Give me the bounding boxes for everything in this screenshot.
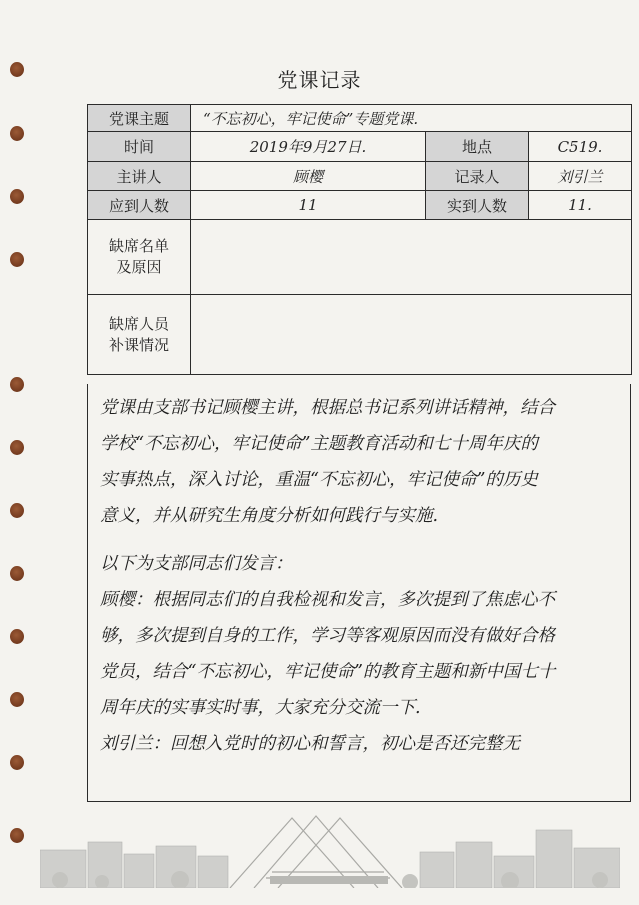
makeup-label <box>88 295 191 375</box>
note-line: 以下为支部同志们发言： <box>100 554 293 574</box>
binder-hole <box>10 440 24 455</box>
time-label: 时间 <box>88 132 191 162</box>
absent-list-label-line: 及原因 <box>116 258 162 276</box>
binder-hole <box>10 692 24 707</box>
actual-count-label: 实到人数 <box>426 191 529 220</box>
note-line: 顾樱：根据同志们的自我检视和发言，多次提到了焦虑心不 <box>100 590 555 610</box>
note-line: 够，多次提到自身的工作，学习等客观原因而没有做好合格 <box>100 626 555 646</box>
note-line: 周年庆的实事实时事，大家充分交流一下. <box>100 698 421 718</box>
binder-hole <box>10 377 24 392</box>
binder-hole <box>10 629 24 644</box>
notes-area <box>87 384 631 802</box>
absent-list-label <box>88 220 191 295</box>
table-row <box>88 132 632 162</box>
note-line: 意义，并从研究生角度分析如何践行与实施. <box>100 506 439 526</box>
note-line: 学校“不忘初心，牢记使命”主题教育活动和七十周年庆的 <box>100 434 538 454</box>
table-row <box>88 220 632 295</box>
absent-list-value <box>191 220 632 295</box>
actual-count-value: 11. <box>529 191 632 220</box>
note-line: 实事热点，深入讨论，重温“不忘初心，牢记使命”的历史 <box>100 470 538 490</box>
time-value: 2019年9月27日. <box>191 132 426 162</box>
table-row <box>88 162 632 191</box>
table-row <box>88 295 632 375</box>
campus-skyline-illustration <box>40 812 620 888</box>
absent-list-label-line: 缺席名单 <box>108 237 169 255</box>
binder-hole <box>10 126 24 141</box>
lecturer-value: 顾樱 <box>191 162 426 191</box>
table-row <box>88 105 632 132</box>
makeup-label-line: 补课情况 <box>108 335 169 354</box>
binder-hole <box>10 503 24 518</box>
expected-count-label: 应到人数 <box>88 191 191 220</box>
place-value: C519. <box>529 132 632 162</box>
note-line: 党员，结合“不忘初心，牢记使命”的教育主题和新中国七十 <box>100 662 556 682</box>
lecturer-label: 主讲人 <box>88 162 191 191</box>
note-line: 刘引兰：回想入党时的初心和誓言，初心是否还完整无 <box>100 734 520 754</box>
page-title: 党课记录 <box>277 68 362 92</box>
expected-count-value: 11 <box>191 191 426 220</box>
table-row <box>88 191 632 220</box>
note-line: 党课由支部书记顾樱主讲，根据总书记系列讲话精神，结合 <box>100 398 555 418</box>
recorder-label: 记录人 <box>426 162 529 191</box>
binder-hole <box>10 755 24 770</box>
makeup-value <box>191 295 632 375</box>
binder-hole <box>10 189 24 204</box>
binder-hole <box>10 566 24 581</box>
makeup-label-line: 缺席人员 <box>108 314 169 333</box>
record-table <box>87 104 632 375</box>
topic-value: “不忘初心，牢记使命”专题党课. <box>191 105 632 132</box>
place-label: 地点 <box>426 132 529 162</box>
recorder-value: 刘引兰 <box>529 162 632 191</box>
topic-label: 党课主题 <box>88 105 191 132</box>
binder-hole <box>10 828 24 843</box>
binder-hole <box>10 252 24 267</box>
